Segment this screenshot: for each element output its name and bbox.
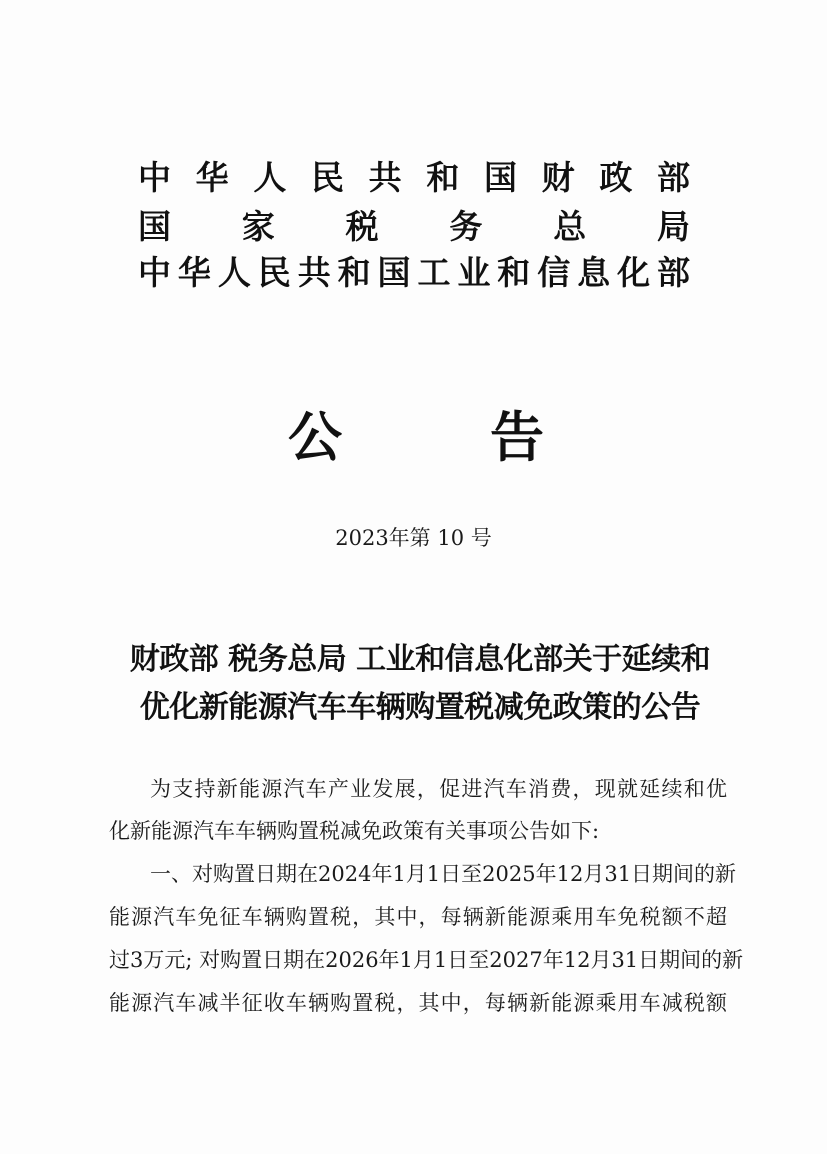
body-paragraph-line: 化新能源汽车车辆购置税减免政策有关事项公告如下:	[109, 819, 600, 843]
issuer-state-taxation-administration: 国家税务总局	[138, 207, 690, 246]
issuer-ministry-of-finance: 中华人民共和国财政部	[138, 158, 690, 197]
document-title-line-2: 优化新能源汽车车辆购置税减免政策的公告	[139, 690, 701, 725]
document-number: 2023年第 10 号	[335, 526, 492, 550]
issuer-ministry-of-industry: 中华人民共和国工业和信息化部	[138, 253, 690, 292]
document-title-line-1: 财政部 税务总局 工业和信息化部关于延续和	[129, 642, 711, 677]
body-paragraph-line: 过3万元; 对购置日期在2026年1月1日至2027年12月31日期间的新	[109, 948, 744, 972]
body-paragraph-line: 一、对购置日期在2024年1月1日至2025年12月31日期间的新	[150, 862, 737, 886]
body-paragraph-line: 能源汽车减半征收车辆购置税，其中，每辆新能源乘用车减税额	[109, 991, 727, 1015]
body-paragraph-line: 为支持新能源汽车产业发展，促进汽车消费，现就延续和优	[150, 777, 727, 801]
document-type-heading: 公告	[288, 405, 544, 469]
body-paragraph-line: 能源汽车免征车辆购置税，其中，每辆新能源乘用车免税额不超	[109, 905, 727, 929]
